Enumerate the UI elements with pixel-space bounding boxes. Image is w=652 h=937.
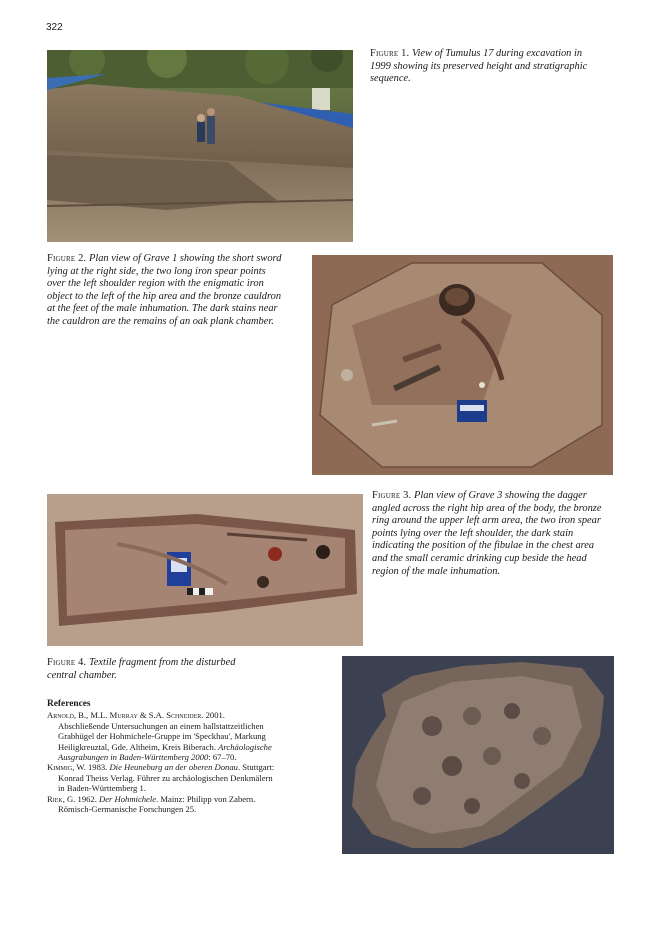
reference-item: Arnold, B., M.L. Murray & S.A. Schneider. 2001. Abschließende Untersuchungen an einem hallstattzeitlichen Grabhügel der Hohmichele-Gruppe im 'Speckhau', Markung Heiligkreuztal, Gde. Altheim, Kreis Biberach. Archäologische Ausgrabungen in Baden-Württemberg 2000: 67–70. [47,710,272,763]
references-heading: References [47,699,91,709]
figure-3-caption [372,490,610,578]
figure-4-caption [47,657,247,682]
figure-1-text: View of Tumulus 17 during excavation in 1999 showing its preserved height and stratigraphic sequence. [370,48,588,85]
figure-4-label: Figure 4. [47,657,87,668]
figure-3-text: Plan view of Grave 3 showing the dagger angled across the right hip area of the body, the bronze ring around the upper left arm area, the two iron spear points lying over the left shoulder, the dark stain indicating the position of the fibulae in the chest area and the small ceramic drinking cup beside the head region of the male inhumation. [372,490,602,577]
figure-2-photo [312,255,613,475]
figure-1-photo [47,50,353,242]
references-section [47,699,277,814]
figure-2-label: Figure 2. [47,253,87,264]
figure-4-text: Textile fragment from the disturbed central chamber. [47,657,236,681]
reference-item: Riek, G. 1962. Der Hohmichele. Mainz: Philipp von Zabern. Römisch-Germanische Forschungen 25. [47,793,256,815]
figure-1-label: Figure 1. [370,48,410,59]
figure-1-caption [370,48,600,86]
figure-4-photo [342,656,614,854]
page-number: 322 [46,22,63,33]
figure-2-caption [47,253,282,329]
reference-item: Kimmig, W. 1983. Die Heuneburg an der oberen Donau. Stuttgart: Konrad Theiss Verlag. Führer zu archäologischen Denkmälern in Baden-Württemberg 1. [47,762,275,794]
figure-3-label: Figure 3. [372,490,412,501]
figure-2-text: Plan view of Grave 1 showing the short sword lying at the right side, the two long iron spear points over the left shoulder region with the enigmatic iron object to the left of the hip area and the bronze cauldron at the feet of the male inhumation. The dark stains near the cauldron are the remains of an oak plank chamber. [47,253,282,327]
figure-3-photo [47,494,363,646]
